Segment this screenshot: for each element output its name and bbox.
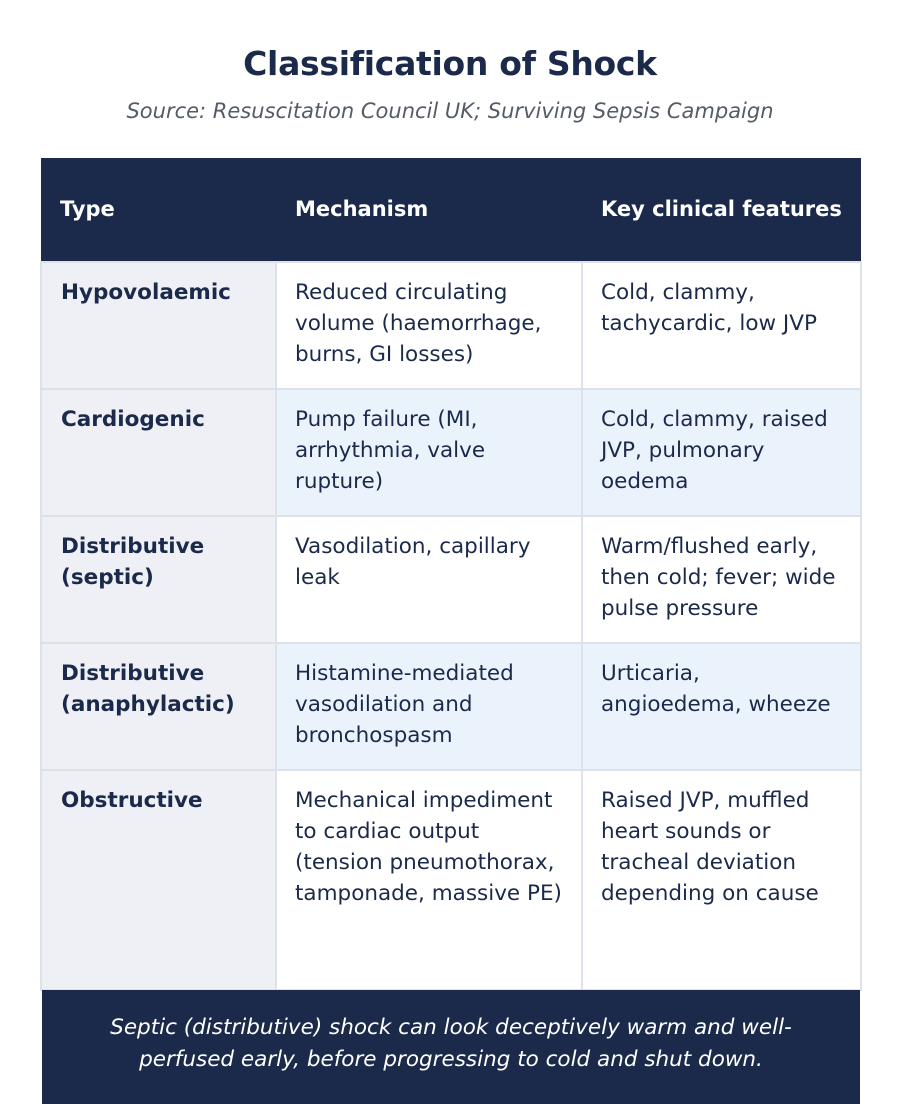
table-row bbox=[41, 262, 861, 389]
source-citation: Source: Resuscitation Council UK; Surviving Sepsis Campaign bbox=[126, 99, 774, 123]
table-row bbox=[41, 516, 861, 643]
type-cell: Distributive (anaphylactic) bbox=[41, 643, 276, 770]
type-cell: Obstructive bbox=[41, 770, 276, 990]
footer-note-banner bbox=[42, 990, 860, 1104]
footer-note-text: Septic (distributive) shock can look deceptively warm and well-perfused early, before progressing to cold and shut down. bbox=[110, 1015, 792, 1072]
mechanism-cell: Mechanical impediment to cardiac output (tension pneumothorax, tamponade, massive PE) bbox=[276, 770, 582, 990]
table-row bbox=[41, 643, 861, 770]
table-row bbox=[41, 389, 861, 516]
header-mechanism: Mechanism bbox=[295, 197, 429, 221]
table-header bbox=[41, 158, 861, 262]
mechanism-cell: Reduced circulating volume (haemorrhage, burns, GI losses) bbox=[276, 262, 582, 389]
page-title: Classification of Shock bbox=[243, 44, 657, 83]
table-row bbox=[41, 770, 861, 990]
shock-classification-table bbox=[40, 158, 862, 991]
mechanism-cell: Pump failure (MI, arrhythmia, valve rupture) bbox=[276, 389, 582, 516]
type-cell: Hypovolaemic bbox=[41, 262, 276, 389]
table-body bbox=[41, 262, 861, 990]
type-cell: Distributive (septic) bbox=[41, 516, 276, 643]
type-cell: Cardiogenic bbox=[41, 389, 276, 516]
header-key-clinical-features: Key clinical features bbox=[601, 197, 842, 221]
features-cell: Raised JVP, muffled heart sounds or tracheal deviation depending on cause bbox=[582, 770, 861, 990]
features-cell: Urticaria, angioedema, wheeze bbox=[582, 643, 861, 770]
mechanism-cell: Vasodilation, capillary leak bbox=[276, 516, 582, 643]
mechanism-cell: Histamine-mediated vasodilation and bronchospasm bbox=[276, 643, 582, 770]
features-cell: Warm/flushed early, then cold; fever; wide pulse pressure bbox=[582, 516, 861, 643]
features-cell: Cold, clammy, tachycardic, low JVP bbox=[582, 262, 861, 389]
header-row bbox=[41, 158, 861, 262]
features-cell: Cold, clammy, raised JVP, pulmonary oedema bbox=[582, 389, 861, 516]
header-type: Type bbox=[60, 197, 115, 221]
